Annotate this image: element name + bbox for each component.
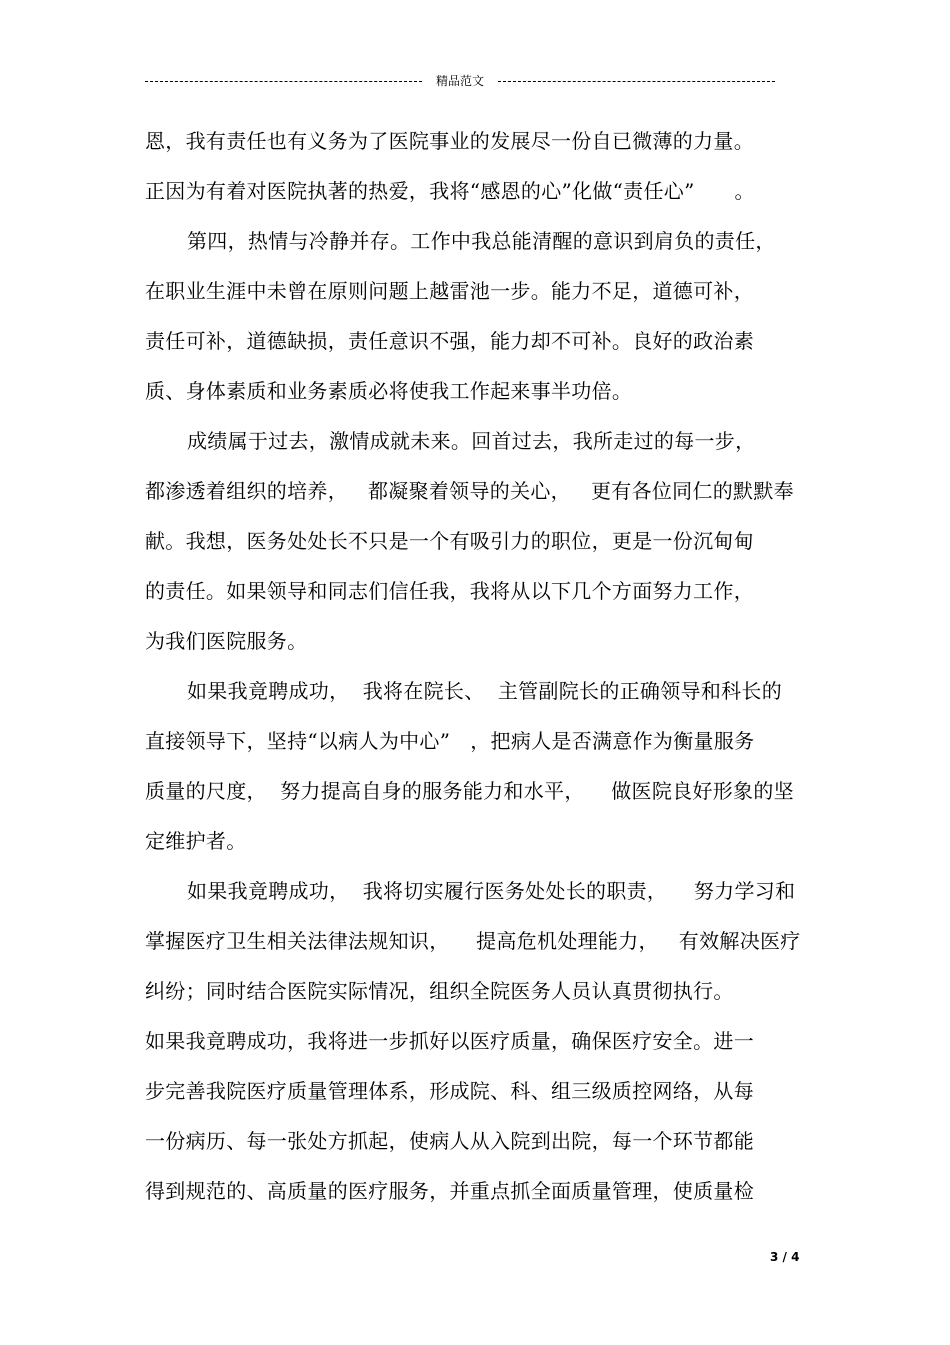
text-line: 献。我想，医务处处长不只是一个有吸引力的职位，更是一份沉甸甸 bbox=[145, 529, 754, 553]
header-right-rule bbox=[498, 81, 775, 82]
text-line: 如果我竟聘成功，我将进一步抓好以医疗质量，确保医疗安全。进一 bbox=[145, 1029, 754, 1053]
body-text bbox=[145, 116, 805, 1216]
text-line: 都渗透着组织的培养， 都凝聚着领导的关心， 更有各位同仁的默默奉 bbox=[145, 479, 794, 503]
text-line: 纠纷；同时结合医院实际情况，组织全院医务人员认真贯彻执行。 bbox=[145, 979, 734, 1003]
text-line: 直接领导下，坚持“以病人为中心” ，把病人是否满意作为衡量服务 bbox=[145, 729, 755, 753]
text-line: 正因为有着对医院执著的热爱，我将“感恩的心”化做“责任心” 。 bbox=[145, 179, 755, 203]
header-title: 精品范文 bbox=[436, 74, 485, 88]
text-line: 得到规范的、高质量的医疗服务，并重点抓全面质量管理，使质量检 bbox=[145, 1179, 754, 1203]
page-number: 3 / 4 bbox=[770, 1250, 800, 1264]
text-line: 成绩属于过去，激情成就未来。回首过去，我所走过的每一步， bbox=[187, 429, 756, 453]
text-line: 的责任。如果领导和同志们信任我，我将从以下几个方面努力工作， bbox=[145, 579, 754, 603]
text-line: 为我们医院服务。 bbox=[145, 629, 308, 653]
text-line: 如果我竟聘成功， 我将切实履行医务处处长的职责， 努力学习和 bbox=[187, 879, 796, 903]
text-line: 第四，热情与冷静并存。工作中我总能清醒的意识到肩负的责任， bbox=[187, 229, 776, 253]
text-line: 定维护者。 bbox=[145, 829, 247, 853]
text-line: 掌握医疗卫生相关法律法规知识， 提高危机处理能力， 有效解决医疗 bbox=[145, 929, 801, 953]
text-line: 恩，我有责任也有义务为了医院事业的发展尽一份自已微薄的力量。 bbox=[145, 129, 754, 153]
text-line: 责任可补，道德缺损，责任意识不强，能力却不可补。良好的政治素 bbox=[145, 329, 754, 353]
text-line: 质量的尺度， 努力提高自身的服务能力和水平， 做医院良好形象的坚 bbox=[145, 779, 794, 803]
page-header bbox=[145, 72, 775, 90]
text-line: 在职业生涯中未曾在原则问题上越雷池一步。能力不足，道德可补， bbox=[145, 279, 754, 303]
text-line: 质、身体素质和业务素质必将使我工作起来事半功倍。 bbox=[145, 379, 633, 403]
text-line: 一份病历、每一张处方抓起，使病人从入院到出院，每一个环节都能 bbox=[145, 1129, 754, 1153]
header-left-rule bbox=[145, 81, 422, 82]
text-line: 如果我竟聘成功， 我将在院长、 主管副院长的正确领导和科长的 bbox=[187, 679, 783, 703]
text-line: 步完善我院医疗质量管理体系，形成院、科、组三级质控网络，从每 bbox=[145, 1079, 754, 1103]
